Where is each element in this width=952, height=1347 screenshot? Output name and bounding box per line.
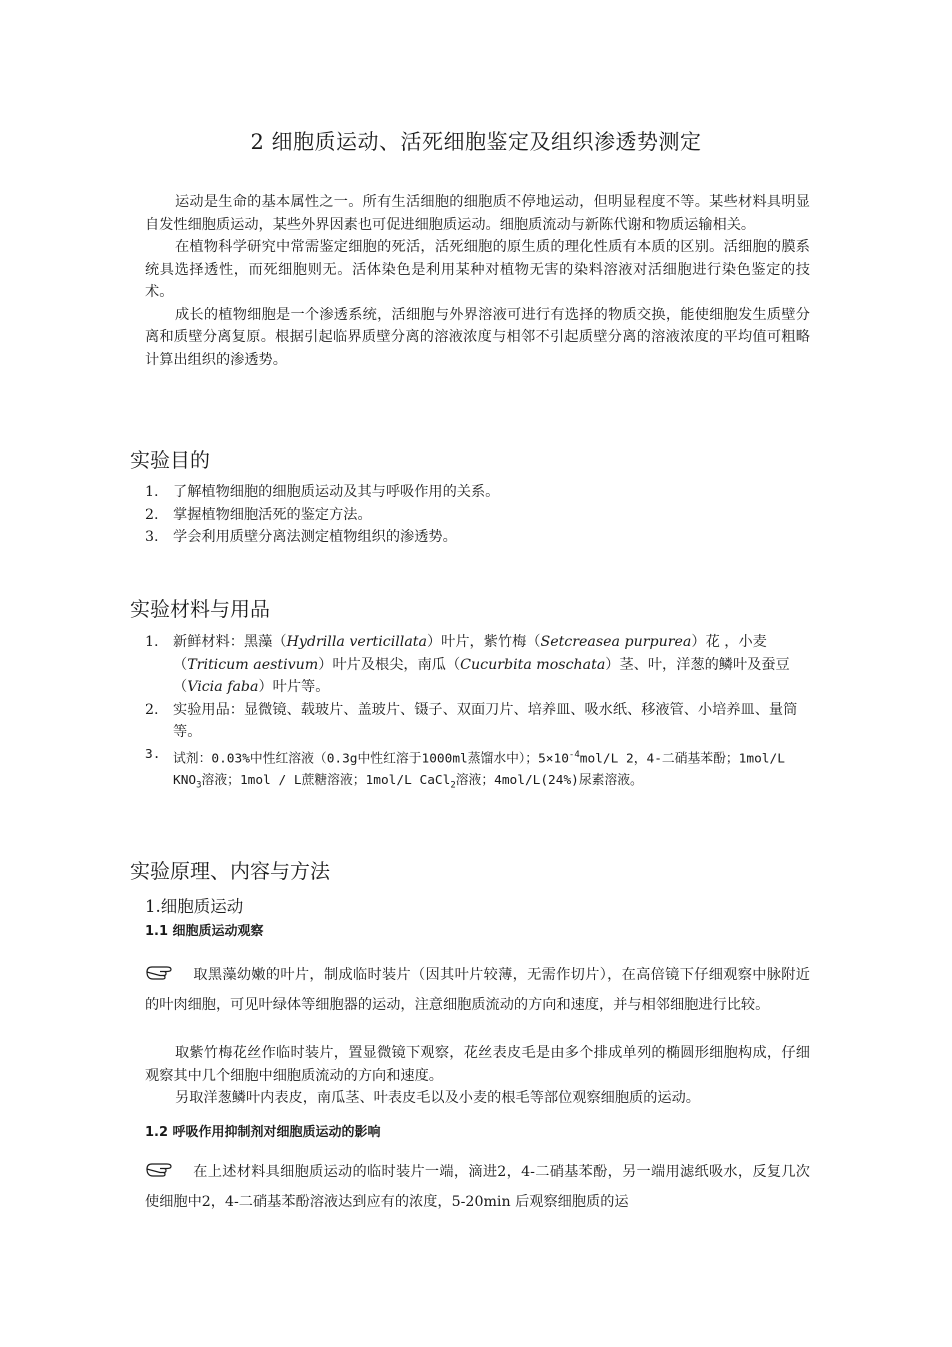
list-item: 1. 新鲜材料：黑藻（Hydrilla verticillata）叶片，紫竹梅（Setcreasea purpurea）花 ，小麦（Triticum aestivum）叶片及根尖，南瓜（Cucurbita moschata）茎、叶，洋葱的鳞叶及蚕豆（Vicia faba）叶片等。 [145,634,790,695]
intro-paragraph-1: 运动是生命的基本属性之一。所有生活细胞的细胞质不停地运动，但明显程度不等。某些材料具明显自发性细胞质运动，某些外界因素也可促进细胞质运动。细胞质流动与新陈代谢和物质运输相关。 [145,194,810,233]
list-item: 2. 实验用品：显微镜、载玻片、盖玻片、镊子、双面刀片、培养皿、吸水纸、移液管、小培养皿、量筒等。 [145,701,798,740]
list-item: 2. 掌握植物细胞活死的鉴定方法。 [145,506,372,523]
list-item: 1. 了解植物细胞的细胞质运动及其与呼吸作用的关系。 [145,484,500,500]
method-paragraph-1: 取黑藻幼嫩的叶片，制成临时装片（因其叶片较薄，无需作切片），在高倍镜下仔细观察中脉附近的叶肉细胞，可见叶绿体等细胞器的运动，注意细胞质流动的方向和速度，并与相邻细胞进行比较。 [145,960,810,1020]
subsubsection-heading: 1.2 呼吸作用抑制剂对细胞质运动的影响 [145,1125,381,1140]
list-item: 3. 学会利用质壁分离法测定植物组织的渗透势。 [145,529,457,545]
subsection-heading: 1.细胞质运动 [145,897,244,916]
intro-paragraph-2: 在植物科学研究中常需鉴定细胞的死活，活死细胞的原生质的理化性质有本质的区别。活细胞的膜系统具选择透性，而死细胞则无。活体染色是利用某种对植物无害的染料溶液对活细胞进行染色鉴定的技术。 [145,239,810,300]
method-paragraph-3: 另取洋葱鳞叶内表皮，南瓜茎、叶表皮毛以及小麦的根毛等部位观察细胞质的运动。 [175,1090,700,1106]
pointing-hand-icon [145,1160,175,1178]
intro-section [145,191,810,371]
page-title: 2 细胞质运动、活死细胞鉴定及组织渗透势测定 [250,130,702,154]
list-item: 3. 试剂：0.03%中性红溶液（0.3g中性红溶于1000ml蒸馏水中）；$5\times 10^{-4}mol/L$ 2，4-二硝基苯酚；1mol/L $KNO_3$溶液；1mol / L蔗糖溶液；1mol/L CaCl$_2$溶液；4mol/L(24%)尿素溶液。 [145,746,785,791]
section-heading-purpose: 实验目的 [130,448,210,472]
method-paragraph-2: 取紫竹梅花丝作临时装片，置显微镜下观察，花丝表皮毛是由多个排成单列的椭圆形细胞构成，仔细观察其中几个细胞中细胞质流动的方向和速度。 另取洋葱鳞叶内表皮，南瓜茎、叶表皮毛以及小麦的根毛等部位观察细胞质的运动。 [145,1042,810,1110]
method-paragraph-4: 在上述材料具细胞质运动的临时装片一端，滴进2，4-二硝基苯酚，另一端用滤纸吸水，反复几次使细胞中2，4-二硝基苯酚溶液达到应有的浓度，5-20min 后观察细胞质的运 [145,1157,810,1217]
pointing-hand-icon [145,963,175,981]
intro-paragraph-3: 成长的植物细胞是一个渗透系统，活细胞与外界溶液可进行有选择的物质交换，能使细胞发生质壁分离和质壁分离复原。根据引起临界质壁分离的溶液浓度与相邻不引起质壁分离的溶液浓度的平均值可粗略计算出组织的渗透势。 [145,306,810,368]
purpose-list [145,481,810,549]
section-heading-materials: 实验材料与用品 [130,597,270,621]
materials-list [145,631,810,797]
section-heading-principle: 实验原理、内容与方法 [130,859,330,883]
subsubsection-heading: 1.1 细胞质运动观察 [145,924,264,939]
